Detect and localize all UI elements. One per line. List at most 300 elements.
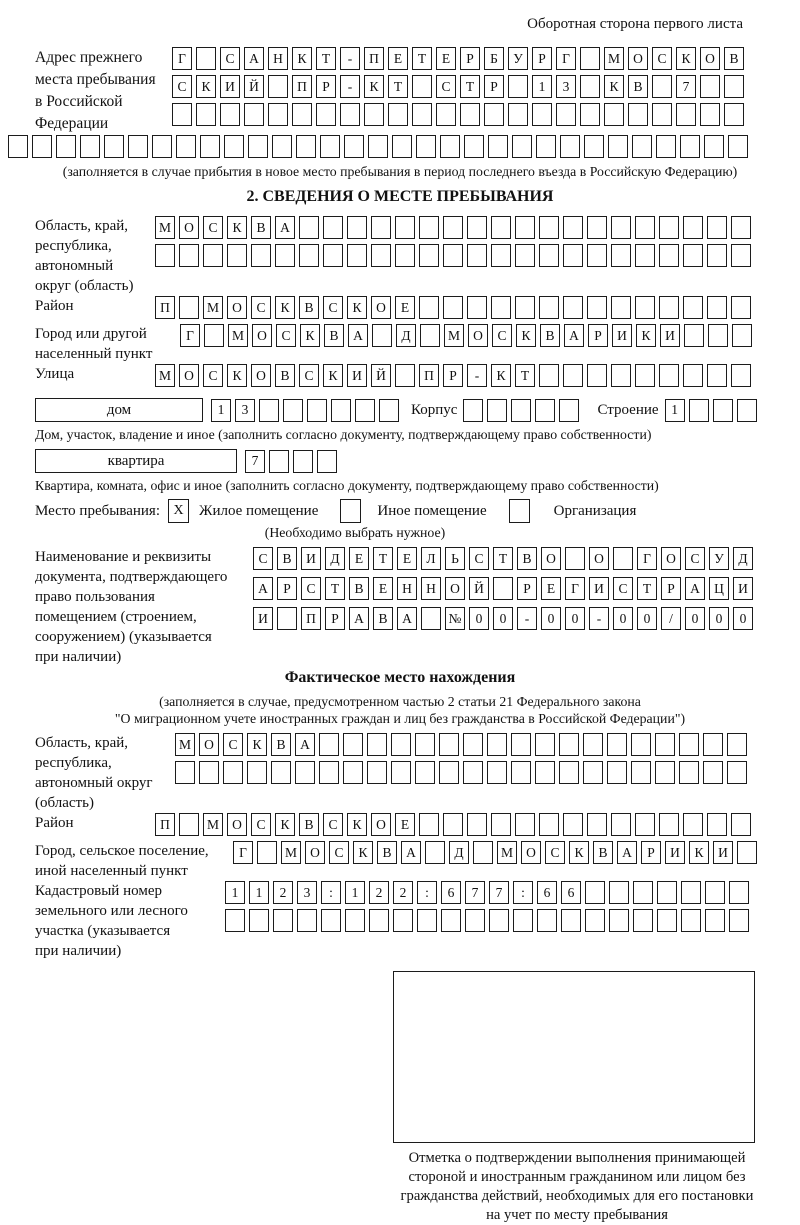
- char-box[interactable]: [607, 761, 627, 784]
- char-box[interactable]: [515, 216, 535, 239]
- char-box[interactable]: [652, 103, 672, 126]
- char-box[interactable]: В: [724, 47, 744, 70]
- char-box[interactable]: В: [299, 813, 319, 836]
- char-box[interactable]: [705, 909, 725, 932]
- char-box[interactable]: [737, 399, 757, 422]
- char-box[interactable]: [467, 216, 487, 239]
- char-box[interactable]: К: [491, 364, 511, 387]
- char-box[interactable]: [536, 135, 556, 158]
- char-box[interactable]: К: [300, 324, 320, 347]
- char-box[interactable]: [708, 324, 728, 347]
- char-box[interactable]: П: [364, 47, 384, 70]
- char-box[interactable]: [587, 244, 607, 267]
- char-box[interactable]: 3: [297, 881, 317, 904]
- char-box[interactable]: С: [492, 324, 512, 347]
- char-box[interactable]: [436, 103, 456, 126]
- char-box[interactable]: [604, 103, 624, 126]
- char-box[interactable]: [317, 450, 337, 473]
- char-box[interactable]: [371, 216, 391, 239]
- char-box[interactable]: О: [371, 813, 391, 836]
- char-box[interactable]: -: [589, 607, 609, 630]
- char-box[interactable]: [443, 216, 463, 239]
- char-box[interactable]: [155, 244, 175, 267]
- char-box[interactable]: [196, 103, 216, 126]
- char-box[interactable]: И: [301, 547, 321, 570]
- char-box[interactable]: [420, 324, 440, 347]
- char-box[interactable]: С: [329, 841, 349, 864]
- char-box[interactable]: [657, 881, 677, 904]
- char-box[interactable]: О: [589, 547, 609, 570]
- char-box[interactable]: М: [155, 364, 175, 387]
- char-box[interactable]: [419, 813, 439, 836]
- char-box[interactable]: А: [295, 733, 315, 756]
- char-box[interactable]: [659, 813, 679, 836]
- char-box[interactable]: [463, 399, 483, 422]
- char-box[interactable]: [611, 813, 631, 836]
- char-box[interactable]: [560, 135, 580, 158]
- char-box[interactable]: Т: [412, 47, 432, 70]
- char-box[interactable]: [703, 733, 723, 756]
- char-box[interactable]: [319, 761, 339, 784]
- char-box[interactable]: [535, 733, 555, 756]
- char-box[interactable]: [343, 733, 363, 756]
- char-box[interactable]: И: [665, 841, 685, 864]
- char-box[interactable]: [584, 135, 604, 158]
- char-box[interactable]: [587, 216, 607, 239]
- char-box[interactable]: [633, 881, 653, 904]
- char-box[interactable]: С: [203, 364, 223, 387]
- char-box[interactable]: [491, 216, 511, 239]
- char-box[interactable]: [537, 909, 557, 932]
- char-box[interactable]: [684, 324, 704, 347]
- char-box[interactable]: [463, 733, 483, 756]
- char-box[interactable]: [659, 244, 679, 267]
- char-box[interactable]: К: [247, 733, 267, 756]
- char-box[interactable]: 1: [249, 881, 269, 904]
- char-box[interactable]: В: [377, 841, 397, 864]
- char-box[interactable]: 1: [345, 881, 365, 904]
- char-box[interactable]: Р: [484, 75, 504, 98]
- char-box[interactable]: Н: [397, 577, 417, 600]
- char-box[interactable]: К: [676, 47, 696, 70]
- char-box[interactable]: О: [251, 364, 271, 387]
- char-box[interactable]: Р: [532, 47, 552, 70]
- char-box[interactable]: 0: [685, 607, 705, 630]
- char-box[interactable]: К: [292, 47, 312, 70]
- char-box[interactable]: С: [323, 813, 343, 836]
- residence-type-checkbox-other[interactable]: [340, 499, 361, 523]
- char-box[interactable]: [657, 909, 677, 932]
- char-box[interactable]: М: [203, 296, 223, 319]
- char-box[interactable]: [244, 103, 264, 126]
- char-box[interactable]: 6: [441, 881, 461, 904]
- char-box[interactable]: [369, 909, 389, 932]
- char-box[interactable]: [379, 399, 399, 422]
- char-box[interactable]: К: [347, 296, 367, 319]
- char-box[interactable]: [728, 135, 748, 158]
- char-box[interactable]: [344, 135, 364, 158]
- char-box[interactable]: М: [155, 216, 175, 239]
- char-box[interactable]: И: [589, 577, 609, 600]
- char-box[interactable]: К: [353, 841, 373, 864]
- char-box[interactable]: К: [227, 364, 247, 387]
- char-box[interactable]: [583, 733, 603, 756]
- char-box[interactable]: Е: [388, 47, 408, 70]
- char-box[interactable]: [416, 135, 436, 158]
- char-box[interactable]: [415, 733, 435, 756]
- char-box[interactable]: [609, 909, 629, 932]
- char-box[interactable]: 0: [733, 607, 753, 630]
- char-box[interactable]: [259, 399, 279, 422]
- char-box[interactable]: [425, 841, 445, 864]
- char-box[interactable]: Е: [349, 547, 369, 570]
- char-box[interactable]: К: [364, 75, 384, 98]
- char-box[interactable]: А: [617, 841, 637, 864]
- char-box[interactable]: [493, 577, 513, 600]
- char-box[interactable]: [539, 813, 559, 836]
- char-box[interactable]: [225, 909, 245, 932]
- char-box[interactable]: Г: [233, 841, 253, 864]
- char-box[interactable]: [713, 399, 733, 422]
- char-box[interactable]: О: [227, 296, 247, 319]
- char-box[interactable]: 6: [561, 881, 581, 904]
- char-box[interactable]: 1: [665, 399, 685, 422]
- char-box[interactable]: [659, 296, 679, 319]
- char-box[interactable]: Е: [373, 577, 393, 600]
- char-box[interactable]: [681, 909, 701, 932]
- char-box[interactable]: С: [220, 47, 240, 70]
- char-box[interactable]: С: [613, 577, 633, 600]
- char-box[interactable]: [609, 881, 629, 904]
- char-box[interactable]: [611, 244, 631, 267]
- char-box[interactable]: С: [436, 75, 456, 98]
- char-box[interactable]: [227, 244, 247, 267]
- char-box[interactable]: Т: [325, 577, 345, 600]
- char-box[interactable]: [321, 909, 341, 932]
- char-box[interactable]: [463, 761, 483, 784]
- char-box[interactable]: С: [545, 841, 565, 864]
- char-box[interactable]: [635, 364, 655, 387]
- char-box[interactable]: [700, 103, 720, 126]
- char-box[interactable]: 0: [637, 607, 657, 630]
- char-box[interactable]: [331, 399, 351, 422]
- char-box[interactable]: [707, 296, 727, 319]
- char-box[interactable]: Й: [244, 75, 264, 98]
- char-box[interactable]: О: [445, 577, 465, 600]
- char-box[interactable]: С: [652, 47, 672, 70]
- char-box[interactable]: [487, 399, 507, 422]
- char-box[interactable]: [563, 216, 583, 239]
- char-box[interactable]: [275, 244, 295, 267]
- char-box[interactable]: [608, 135, 628, 158]
- char-box[interactable]: А: [349, 607, 369, 630]
- char-box[interactable]: [439, 733, 459, 756]
- char-box[interactable]: Р: [517, 577, 537, 600]
- char-box[interactable]: [248, 135, 268, 158]
- char-box[interactable]: [659, 216, 679, 239]
- char-box[interactable]: [487, 733, 507, 756]
- char-box[interactable]: [419, 216, 439, 239]
- char-box[interactable]: [489, 909, 509, 932]
- char-box[interactable]: И: [713, 841, 733, 864]
- char-box[interactable]: :: [321, 881, 341, 904]
- char-box[interactable]: [561, 909, 581, 932]
- char-box[interactable]: [347, 216, 367, 239]
- char-box[interactable]: [727, 733, 747, 756]
- char-box[interactable]: [511, 761, 531, 784]
- char-box[interactable]: [473, 841, 493, 864]
- char-box[interactable]: [307, 399, 327, 422]
- char-box[interactable]: [635, 813, 655, 836]
- char-box[interactable]: В: [593, 841, 613, 864]
- char-box[interactable]: [700, 75, 720, 98]
- char-box[interactable]: [419, 244, 439, 267]
- char-box[interactable]: [391, 733, 411, 756]
- char-box[interactable]: [249, 909, 269, 932]
- char-box[interactable]: [607, 733, 627, 756]
- char-box[interactable]: [204, 324, 224, 347]
- char-box[interactable]: 2: [393, 881, 413, 904]
- char-box[interactable]: О: [179, 364, 199, 387]
- char-box[interactable]: Б: [484, 47, 504, 70]
- char-box[interactable]: Л: [421, 547, 441, 570]
- char-box[interactable]: [464, 135, 484, 158]
- char-box[interactable]: [539, 216, 559, 239]
- char-box[interactable]: [443, 813, 463, 836]
- char-box[interactable]: -: [340, 47, 360, 70]
- char-box[interactable]: [443, 296, 463, 319]
- char-box[interactable]: [179, 813, 199, 836]
- char-box[interactable]: [316, 103, 336, 126]
- char-box[interactable]: 0: [709, 607, 729, 630]
- char-box[interactable]: С: [172, 75, 192, 98]
- char-box[interactable]: [508, 103, 528, 126]
- char-box[interactable]: [583, 761, 603, 784]
- char-box[interactable]: [611, 296, 631, 319]
- char-box[interactable]: [443, 244, 463, 267]
- char-box[interactable]: [513, 909, 533, 932]
- char-box[interactable]: [419, 296, 439, 319]
- char-box[interactable]: [32, 135, 52, 158]
- char-box[interactable]: [345, 909, 365, 932]
- char-box[interactable]: И: [733, 577, 753, 600]
- char-box[interactable]: [613, 547, 633, 570]
- char-box[interactable]: В: [271, 733, 291, 756]
- char-box[interactable]: В: [299, 296, 319, 319]
- char-box[interactable]: Т: [637, 577, 657, 600]
- char-box[interactable]: Г: [565, 577, 585, 600]
- char-box[interactable]: [395, 244, 415, 267]
- char-box[interactable]: [283, 399, 303, 422]
- char-box[interactable]: 2: [273, 881, 293, 904]
- char-box[interactable]: Р: [443, 364, 463, 387]
- char-box[interactable]: А: [244, 47, 264, 70]
- char-box[interactable]: [655, 761, 675, 784]
- char-box[interactable]: Р: [661, 577, 681, 600]
- char-box[interactable]: С: [685, 547, 705, 570]
- char-box[interactable]: М: [281, 841, 301, 864]
- char-box[interactable]: С: [276, 324, 296, 347]
- char-box[interactable]: [257, 841, 277, 864]
- char-box[interactable]: В: [275, 364, 295, 387]
- char-box[interactable]: [223, 761, 243, 784]
- char-box[interactable]: Г: [180, 324, 200, 347]
- char-box[interactable]: [299, 244, 319, 267]
- char-box[interactable]: [56, 135, 76, 158]
- char-box[interactable]: В: [373, 607, 393, 630]
- char-box[interactable]: [277, 607, 297, 630]
- char-box[interactable]: К: [689, 841, 709, 864]
- char-box[interactable]: 0: [565, 607, 585, 630]
- char-box[interactable]: 0: [613, 607, 633, 630]
- char-box[interactable]: М: [228, 324, 248, 347]
- char-box[interactable]: [559, 399, 579, 422]
- char-box[interactable]: А: [564, 324, 584, 347]
- char-box[interactable]: С: [253, 547, 273, 570]
- char-box[interactable]: [515, 296, 535, 319]
- char-box[interactable]: [320, 135, 340, 158]
- char-box[interactable]: М: [203, 813, 223, 836]
- char-box[interactable]: [539, 296, 559, 319]
- char-box[interactable]: [683, 296, 703, 319]
- char-box[interactable]: [683, 364, 703, 387]
- char-box[interactable]: М: [444, 324, 464, 347]
- char-box[interactable]: [556, 103, 576, 126]
- char-box[interactable]: [563, 244, 583, 267]
- char-box[interactable]: Н: [421, 577, 441, 600]
- char-box[interactable]: Р: [325, 607, 345, 630]
- char-box[interactable]: Т: [388, 75, 408, 98]
- char-box[interactable]: О: [227, 813, 247, 836]
- char-box[interactable]: [388, 103, 408, 126]
- char-box[interactable]: [465, 909, 485, 932]
- char-box[interactable]: [104, 135, 124, 158]
- char-box[interactable]: Р: [641, 841, 661, 864]
- char-box[interactable]: [580, 75, 600, 98]
- char-box[interactable]: 1: [532, 75, 552, 98]
- char-box[interactable]: О: [628, 47, 648, 70]
- char-box[interactable]: [724, 75, 744, 98]
- char-box[interactable]: [323, 244, 343, 267]
- char-box[interactable]: [652, 75, 672, 98]
- char-box[interactable]: У: [508, 47, 528, 70]
- char-box[interactable]: С: [299, 364, 319, 387]
- char-box[interactable]: В: [517, 547, 537, 570]
- char-box[interactable]: Т: [493, 547, 513, 570]
- char-box[interactable]: [729, 881, 749, 904]
- char-box[interactable]: О: [468, 324, 488, 347]
- char-box[interactable]: П: [292, 75, 312, 98]
- char-box[interactable]: [372, 324, 392, 347]
- char-box[interactable]: А: [397, 607, 417, 630]
- char-box[interactable]: 7: [465, 881, 485, 904]
- char-box[interactable]: С: [301, 577, 321, 600]
- char-box[interactable]: [247, 761, 267, 784]
- char-box[interactable]: [392, 135, 412, 158]
- char-box[interactable]: К: [604, 75, 624, 98]
- char-box[interactable]: [515, 244, 535, 267]
- char-box[interactable]: [460, 103, 480, 126]
- char-box[interactable]: [635, 216, 655, 239]
- char-box[interactable]: Д: [396, 324, 416, 347]
- char-box[interactable]: [179, 296, 199, 319]
- char-box[interactable]: [580, 103, 600, 126]
- char-box[interactable]: [179, 244, 199, 267]
- char-box[interactable]: [632, 135, 652, 158]
- char-box[interactable]: Т: [515, 364, 535, 387]
- char-box[interactable]: А: [348, 324, 368, 347]
- char-box[interactable]: [563, 813, 583, 836]
- char-box[interactable]: Т: [460, 75, 480, 98]
- char-box[interactable]: П: [301, 607, 321, 630]
- char-box[interactable]: К: [196, 75, 216, 98]
- char-box[interactable]: [587, 813, 607, 836]
- char-box[interactable]: [467, 244, 487, 267]
- char-box[interactable]: С: [223, 733, 243, 756]
- char-box[interactable]: А: [685, 577, 705, 600]
- char-box[interactable]: [679, 761, 699, 784]
- char-box[interactable]: :: [417, 881, 437, 904]
- char-box[interactable]: [323, 216, 343, 239]
- char-box[interactable]: 0: [493, 607, 513, 630]
- char-box[interactable]: А: [275, 216, 295, 239]
- char-box[interactable]: -: [340, 75, 360, 98]
- char-box[interactable]: [128, 135, 148, 158]
- char-box[interactable]: Ь: [445, 547, 465, 570]
- char-box[interactable]: [340, 103, 360, 126]
- char-box[interactable]: В: [628, 75, 648, 98]
- char-box[interactable]: 1: [225, 881, 245, 904]
- char-box[interactable]: [512, 135, 532, 158]
- char-box[interactable]: [683, 216, 703, 239]
- char-box[interactable]: [319, 733, 339, 756]
- char-box[interactable]: [655, 733, 675, 756]
- char-box[interactable]: Т: [373, 547, 393, 570]
- char-box[interactable]: -: [467, 364, 487, 387]
- char-box[interactable]: [683, 813, 703, 836]
- char-box[interactable]: О: [700, 47, 720, 70]
- char-box[interactable]: К: [516, 324, 536, 347]
- char-box[interactable]: [355, 399, 375, 422]
- char-box[interactable]: В: [251, 216, 271, 239]
- char-box[interactable]: [251, 244, 271, 267]
- char-box[interactable]: [391, 761, 411, 784]
- char-box[interactable]: Г: [637, 547, 657, 570]
- char-box[interactable]: [532, 103, 552, 126]
- char-box[interactable]: [487, 761, 507, 784]
- char-box[interactable]: [371, 244, 391, 267]
- char-box[interactable]: И: [253, 607, 273, 630]
- char-box[interactable]: [491, 296, 511, 319]
- char-box[interactable]: [196, 47, 216, 70]
- char-box[interactable]: О: [252, 324, 272, 347]
- char-box[interactable]: [585, 909, 605, 932]
- char-box[interactable]: [412, 103, 432, 126]
- char-box[interactable]: [395, 364, 415, 387]
- char-box[interactable]: [412, 75, 432, 98]
- char-box[interactable]: [272, 135, 292, 158]
- char-box[interactable]: [467, 296, 487, 319]
- char-box[interactable]: [559, 761, 579, 784]
- char-box[interactable]: К: [275, 813, 295, 836]
- char-box[interactable]: О: [521, 841, 541, 864]
- char-box[interactable]: [343, 761, 363, 784]
- char-box[interactable]: [683, 244, 703, 267]
- char-box[interactable]: [724, 103, 744, 126]
- char-box[interactable]: 3: [235, 399, 255, 422]
- char-box[interactable]: [732, 324, 752, 347]
- char-box[interactable]: [172, 103, 192, 126]
